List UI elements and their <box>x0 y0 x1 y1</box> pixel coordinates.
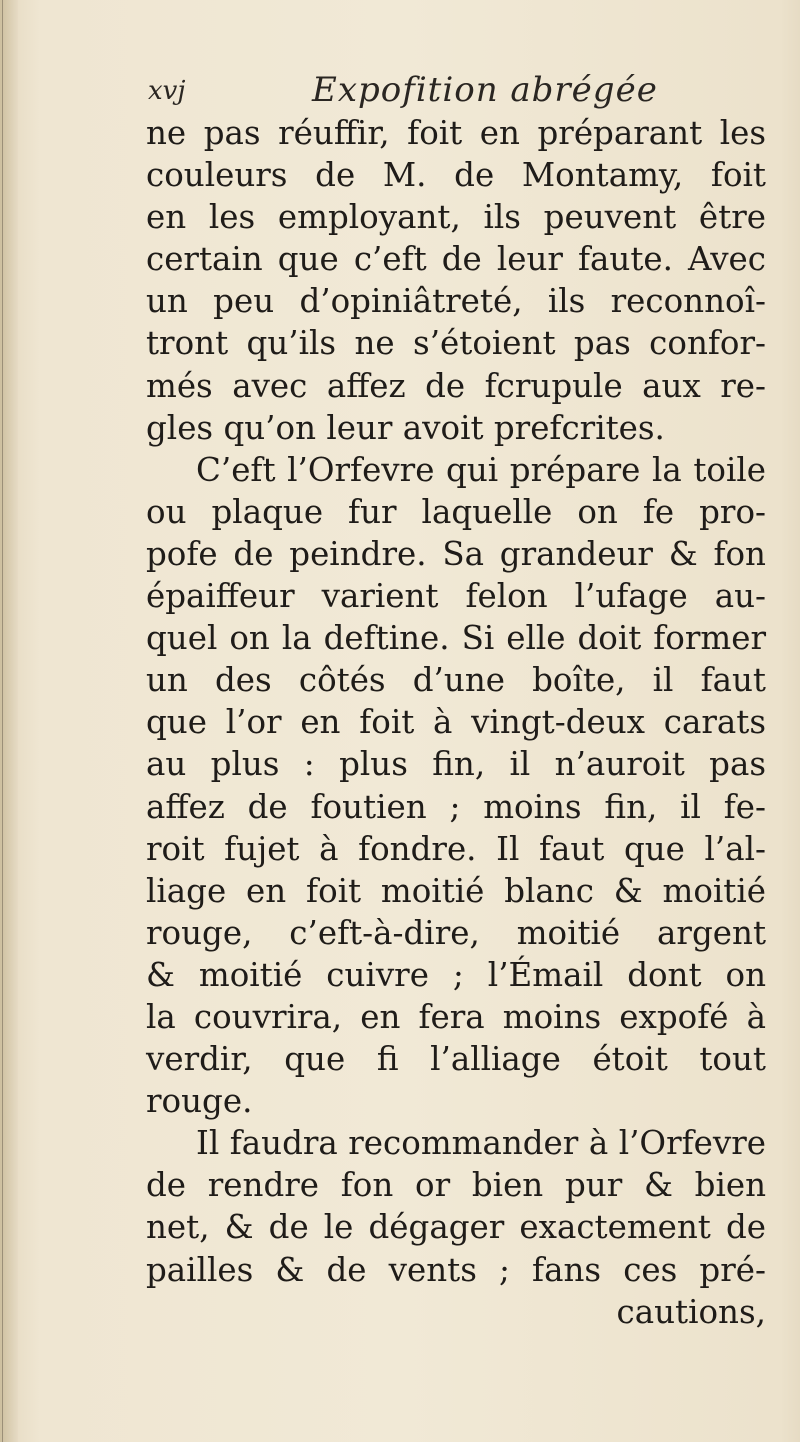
text-line: un peu d’opiniâtreté, ils reconnoî- <box>146 282 766 321</box>
text-line: couleurs de M. de Montamy, foit <box>146 156 766 195</box>
page-edge-line <box>2 0 3 1442</box>
text-line: pailles & de vents ; fans ces pré- <box>146 1250 766 1289</box>
text-line: en les employant, ils peuvent être <box>146 198 766 237</box>
text-line: rouge. <box>146 1082 253 1121</box>
running-title: Expofition abrégée <box>312 70 658 110</box>
text-line: Il faudra recommander à l’Orfevre <box>196 1124 766 1163</box>
text-line: gles qu’on leur avoit prefcrites. <box>146 408 665 447</box>
text-line: & moitié cuivre ; l’Émail dont on <box>146 955 766 994</box>
page-number: xvj <box>148 76 186 106</box>
text-line: certain que c’eft de leur faute. Avec <box>146 240 766 279</box>
page-header <box>148 70 708 114</box>
text-line: de rendre fon or bien pur & bien <box>146 1166 766 1205</box>
text-line: ou plaque fur laquelle on fe pro- <box>146 492 766 531</box>
text-line: quel on la deftine. Si elle doit former <box>146 619 766 658</box>
text-line: ne pas réuffir, foit en préparant les <box>146 114 766 152</box>
text-line: més avec affez de fcrupule aux re- <box>146 366 766 405</box>
text-line: épaiffeur varient felon l’ufage au- <box>146 577 766 616</box>
catchword: cautions, <box>616 1292 766 1331</box>
text-line: au plus : plus fin, il n’auroit pas <box>146 745 766 784</box>
text-line: net, & de le dégager exactement de <box>146 1208 766 1247</box>
text-line: la couvrira, en fera moins expofé à <box>146 997 766 1036</box>
body-text <box>146 112 766 1333</box>
text-line: que l’or en foit à vingt-deux carats <box>146 703 766 742</box>
text-line: un des côtés d’une boîte, il faut <box>146 661 766 700</box>
text-line: affez de foutien ; moins fin, il fe- <box>146 787 766 826</box>
text-line: verdir, que fi l’alliage étoit tout <box>146 1040 766 1079</box>
text-line: roit fujet à fondre. Il faut que l’al- <box>146 829 766 868</box>
text-line: liage en foit moitié blanc & moitié <box>146 871 766 910</box>
text-line: pofe de peindre. Sa grandeur & fon <box>146 534 766 573</box>
text-line: rouge, c’eft-à-dire, moitié argent <box>146 913 766 952</box>
text-line: C’eft l’Orfevre qui prépare la toile <box>196 450 766 489</box>
text-line: tront qu’ils ne s’étoient pas confor- <box>146 324 766 363</box>
